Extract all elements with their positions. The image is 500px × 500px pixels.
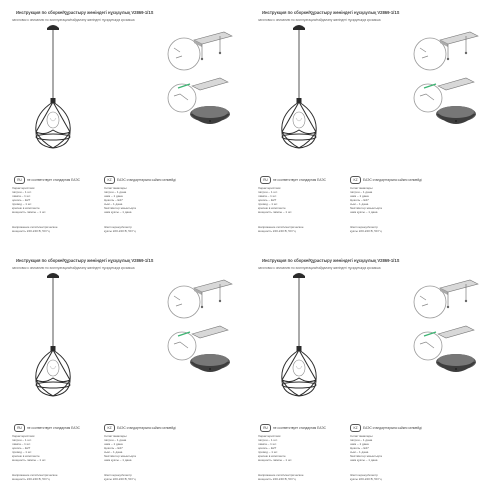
lamp-bulb [293,360,305,376]
spec-line: Характеристики: [12,186,36,190]
spec-line: Цоколь – Е27 [350,198,369,202]
lamp-cage [282,102,316,148]
spec-line: мощность лампы – 1 шт. [258,210,293,214]
spec-line: шам қуаты – 1 дана [104,458,132,462]
kz-mark-icon: KZ [104,424,115,432]
spec-line: Цоколь – Е27 [104,446,123,450]
sheet-title: Инструкция по сборке/Құрастыру жөніндегі нұсқаулық V2869-1/1S [262,10,400,15]
lamp-canopy [293,25,305,30]
spec-line: лампа – 1 шт. [12,442,31,446]
spec-line: шам – 1 дана [350,442,369,446]
cert-badge-ru [260,424,326,432]
spec-line: провод – 1 шт. [258,450,278,454]
sheet-subtitle: заголовок к описанию по эксплуатации/пайдалану жөніндегі нұсқаулыққа қосымша [258,18,381,22]
spec-line: провод – 1 шт. [258,202,278,206]
spec-line: лампа – 1 шт. [258,194,277,198]
spec-list-kz [104,186,136,214]
spec-line: сым – 1 дана [104,202,123,206]
power-note-ru [12,474,58,481]
ceiling-canopy [190,354,230,372]
spec-line: цоколь – E27 [12,446,31,450]
spec-line: шам – 1 дана [104,442,123,446]
spec-line: Сипаттамалары: [104,434,128,438]
lamp-canopy [47,25,59,30]
power-line: қуаты 220-240 В, 50 Гц [104,476,136,481]
pendant-lamp-illustration [260,22,338,154]
spec-list-ru [12,186,46,214]
detail-circle [168,332,196,360]
cert-text-ru: не соответствует стандартам ЕАЭС [273,426,326,430]
power-line: Желі кернеуі/электр [104,473,132,477]
spec-line: мощность лампы – 1 шт. [12,210,47,214]
ru-mark-icon: RU [14,424,25,432]
spec-line: провод – 1 шт. [12,450,32,454]
power-line: Желі кернеуі/электр [350,473,378,477]
kz-mark-icon: KZ [104,176,115,184]
spec-line: бекіткіштер жиынтықта [350,206,382,210]
sheet-subtitle: заголовок к описанию по эксплуатации/пайдалану жөніндегі нұсқаулыққа қосымша [12,266,135,270]
cert-text-kz: ЕАЭС стандарттарына сәйкес келмейді [117,178,176,182]
instruction-sheet [8,256,244,492]
spec-line: шам қуаты – 1 дана [104,210,132,214]
ru-mark-icon: RU [260,176,271,184]
cert-text-kz: ЕАЭС стандарттарына сәйкес келмейді [117,426,176,430]
lamp-cage [282,350,316,396]
spec-line: крепеж в комплекте [12,206,40,210]
spec-line: патрон – 1 шт. [258,438,278,442]
power-line: мощность 220-240 В, 50 Гц [258,476,296,481]
spec-list-kz [350,434,382,462]
ceiling-canopy [436,106,476,124]
power-note-kz [350,226,382,233]
instruction-sheet [254,256,490,492]
power-note-kz [104,474,136,481]
ceiling-canopy [436,354,476,372]
spec-line: крепеж в комплекте [258,454,286,458]
lamp-bulb [47,360,59,376]
power-line: Напряжение сети/электрическое [12,225,58,229]
power-line: қуаты 220-240 В, 50 Гц [350,476,382,481]
kz-mark-icon: KZ [350,176,361,184]
cert-badge-kz [104,176,176,184]
spec-line: патрон – 1 шт. [258,190,278,194]
spec-line: Характеристики: [12,434,36,438]
spec-line: мощность лампы – 1 шт. [258,458,293,462]
assembly-diagram [406,276,484,396]
lamp-bulb [293,112,305,128]
spec-line: патрон – 1 дана [350,438,373,442]
spec-line: шам – 1 дана [350,194,369,198]
lamp-cage [36,102,70,148]
spec-line: провод – 1 шт. [12,202,32,206]
lamp-canopy [293,273,305,278]
sheet-title: Инструкция по сборке/Құрастыру жөніндегі нұсқаулық V2869-1/1S [262,258,400,263]
assembly-diagram [160,28,238,148]
spec-line: бекіткіштер жиынтықта [104,454,136,458]
spec-line: шам қуаты – 1 дана [350,458,378,462]
power-note-kz [350,474,382,481]
spec-line: бекіткіштер жиынтықта [104,206,136,210]
power-line: қуаты 220-240 В, 50 Гц [350,228,382,233]
assembly-diagram [160,276,238,396]
spec-line: Сипаттамалары: [104,186,128,190]
spec-line: патрон – 1 дана [104,438,127,442]
power-note-ru [258,474,304,481]
spec-line: Цоколь – Е27 [104,198,123,202]
kz-mark-icon: KZ [350,424,361,432]
cert-badge-kz [350,176,422,184]
instruction-sheet [254,8,490,244]
spec-line: шам – 1 дана [104,194,123,198]
power-line: Напряжение сети/электрическое [258,473,304,477]
spec-line: цоколь – E27 [258,446,277,450]
power-line: мощность 220-240 В, 50 Гц [258,228,296,233]
spec-line: патрон – 1 шт. [12,438,32,442]
spec-line: патрон – 1 дана [350,190,373,194]
cert-text-ru: не соответствует стандартам ЕАЭС [27,178,80,182]
spec-line: бекіткіштер жиынтықта [350,454,382,458]
sheet-title: Инструкция по сборке/Құрастыру жөніндегі нұсқаулық V2869-1/1S [16,10,154,15]
detail-circle [414,332,442,360]
spec-list-ru [258,434,292,462]
assembly-diagram [406,28,484,148]
lamp-canopy [47,273,59,278]
spec-line: патрон – 1 шт. [12,190,32,194]
spec-line: Сипаттамалары: [350,186,374,190]
power-note-ru [258,226,304,233]
sheet-subtitle: заголовок к описанию по эксплуатации/пайдалану жөніндегі нұсқаулыққа қосымша [12,18,135,22]
cert-text-ru: не соответствует стандартам ЕАЭС [27,426,80,430]
ceiling-canopy [190,106,230,124]
spec-line: сым – 1 дана [350,202,369,206]
ru-mark-icon: RU [14,176,25,184]
cert-badge-kz [104,424,176,432]
ru-mark-icon: RU [260,424,271,432]
spec-line: крепеж в комплекте [12,454,40,458]
spec-line: мощность лампы – 1 шт. [12,458,47,462]
spec-list-ru [12,434,46,462]
spec-line: лампа – 1 шт. [12,194,31,198]
spec-line: Характеристики: [258,434,282,438]
power-note-ru [12,226,58,233]
pendant-lamp-illustration [260,270,338,402]
lamp-cage [36,350,70,396]
spec-line: сым – 1 дана [104,450,123,454]
detail-circle [168,84,196,112]
spec-line: Характеристики: [258,186,282,190]
cert-text-kz: ЕАЭС стандарттарына сәйкес келмейді [363,426,422,430]
spec-line: цоколь – E27 [258,198,277,202]
spec-list-kz [350,186,382,214]
cert-badge-ru [14,424,80,432]
power-line: мощность 220-240 В, 50 Гц [12,476,50,481]
power-line: мощность 220-240 В, 50 Гц [12,228,50,233]
pendant-lamp-illustration [14,270,92,402]
spec-line: цоколь – E27 [12,198,31,202]
power-note-kz [104,226,136,233]
power-line: Напряжение сети/электрическое [258,225,304,229]
spec-list-ru [258,186,292,214]
spec-line: сым – 1 дана [350,450,369,454]
sheet-title: Инструкция по сборке/Құрастыру жөніндегі нұсқаулық V2869-1/1S [16,258,154,263]
spec-line: крепеж в комплекте [258,206,286,210]
spec-list-kz [104,434,136,462]
cert-badge-ru [14,176,80,184]
power-line: қуаты 220-240 В, 50 Гц [104,228,136,233]
sheet-subtitle: заголовок к описанию по эксплуатации/пайдалану жөніндегі нұсқаулыққа қосымша [258,266,381,270]
detail-circle [414,84,442,112]
spec-line: шам қуаты – 1 дана [350,210,378,214]
cert-text-ru: не соответствует стандартам ЕАЭС [273,178,326,182]
power-line: Напряжение сети/электрическое [12,473,58,477]
cert-text-kz: ЕАЭС стандарттарына сәйкес келмейді [363,178,422,182]
spec-line: патрон – 1 дана [104,190,127,194]
pendant-lamp-illustration [14,22,92,154]
spec-line: Цоколь – Е27 [350,446,369,450]
cert-badge-ru [260,176,326,184]
cert-badge-kz [350,424,422,432]
power-line: Желі кернеуі/электр [104,225,132,229]
spec-line: Сипаттамалары: [350,434,374,438]
lamp-bulb [47,112,59,128]
spec-line: лампа – 1 шт. [258,442,277,446]
instruction-sheet [8,8,244,244]
power-line: Желі кернеуі/электр [350,225,378,229]
